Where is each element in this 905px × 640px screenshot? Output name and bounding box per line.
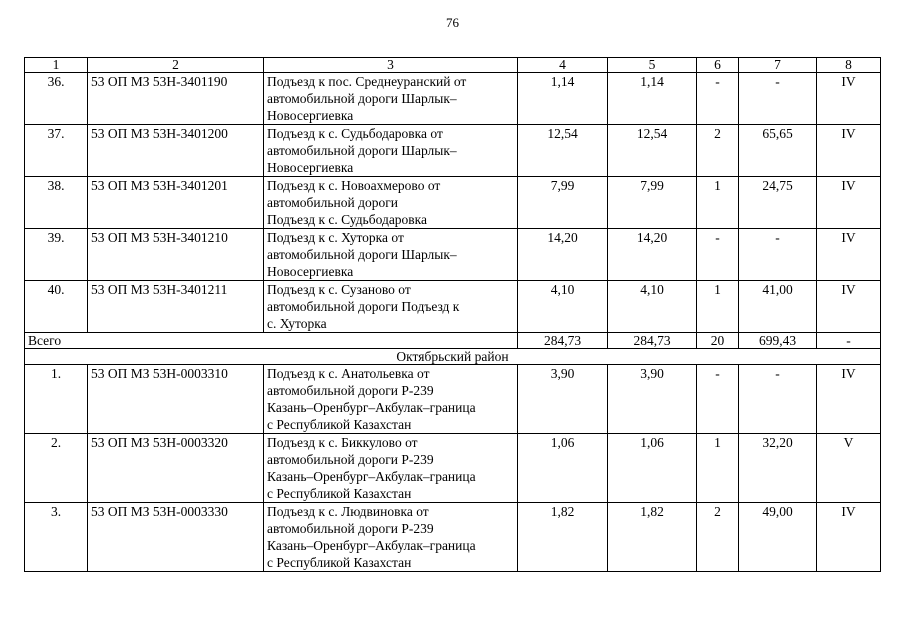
- length-1: 1,14: [518, 73, 608, 125]
- road-name: [264, 365, 518, 434]
- district-header-row: [25, 349, 881, 365]
- road-name-line: Подъезд к с. Хуторка от: [267, 230, 404, 245]
- road-name-line: Подъезд к пос. Среднеуранский от: [267, 74, 467, 89]
- length-2: 12,54: [608, 125, 697, 177]
- length-2: 4,10: [608, 281, 697, 333]
- length-2: 1,82: [608, 503, 697, 572]
- road-name-line: Подъезд к с. Новоахмерово от: [267, 178, 441, 193]
- length-2: 1,14: [608, 73, 697, 125]
- page-number: 76: [446, 15, 459, 30]
- category: IV: [817, 503, 881, 572]
- length-2: 1,06: [608, 434, 697, 503]
- road-code: 53 ОП МЗ 53Н-0003330: [88, 503, 264, 572]
- road-name-line: Подъезд к с. Судьбодаровка: [267, 212, 428, 227]
- table-row: [25, 281, 881, 333]
- road-name: [264, 281, 518, 333]
- value-7: -: [739, 229, 817, 281]
- row-number: 40.: [25, 281, 88, 333]
- count-value: -: [697, 73, 739, 125]
- value-7: 49,00: [739, 503, 817, 572]
- road-name-line: автомобильной дороги Шарлык–: [267, 247, 457, 262]
- category: IV: [817, 177, 881, 229]
- roads-table: [24, 57, 881, 572]
- road-name-line: Новосергиевка: [267, 108, 354, 123]
- table-row: [25, 434, 881, 503]
- value-7: -: [739, 365, 817, 434]
- category: IV: [817, 125, 881, 177]
- road-name-line: Подъезд к с. Сузаново от: [267, 282, 411, 297]
- total-category: -: [817, 333, 881, 349]
- column-number: 5: [608, 58, 697, 73]
- value-7: 65,65: [739, 125, 817, 177]
- road-name-line: Подъезд к с. Анатольевка от: [267, 366, 430, 381]
- row-number: 1.: [25, 365, 88, 434]
- table-row: [25, 503, 881, 572]
- row-number: 2.: [25, 434, 88, 503]
- count-value: 1: [697, 177, 739, 229]
- length-2: 3,90: [608, 365, 697, 434]
- road-name-line: Подъезд к с. Людвиновка от: [267, 504, 429, 519]
- road-name-line: автомобильной дороги Р-239: [267, 452, 434, 467]
- count-value: -: [697, 229, 739, 281]
- road-name-line: автомобильной дороги Шарлык–: [267, 143, 457, 158]
- column-number: 3: [264, 58, 518, 73]
- table-row: [25, 365, 881, 434]
- road-code: 53 ОП МЗ 53Н-3401201: [88, 177, 264, 229]
- value-7: 24,75: [739, 177, 817, 229]
- road-code: 53 ОП МЗ 53Н-3401200: [88, 125, 264, 177]
- table-row: [25, 177, 881, 229]
- row-number: 37.: [25, 125, 88, 177]
- road-code: 53 ОП МЗ 53Н-3401210: [88, 229, 264, 281]
- category: IV: [817, 365, 881, 434]
- row-number: 38.: [25, 177, 88, 229]
- value-7: 41,00: [739, 281, 817, 333]
- total-length-2: 284,73: [608, 333, 697, 349]
- column-number: 7: [739, 58, 817, 73]
- road-name-line: с Республикой Казахстан: [267, 486, 412, 501]
- row-number: 39.: [25, 229, 88, 281]
- length-1: 14,20: [518, 229, 608, 281]
- road-name-line: автомобильной дороги Р-239: [267, 521, 434, 536]
- total-row: [25, 333, 881, 349]
- road-name-line: Новосергиевка: [267, 160, 354, 175]
- count-value: -: [697, 365, 739, 434]
- column-number: 6: [697, 58, 739, 73]
- total-length-1: 284,73: [518, 333, 608, 349]
- count-value: 2: [697, 125, 739, 177]
- road-name-line: Казань–Оренбург–Акбулак–граница: [267, 469, 476, 484]
- road-name: [264, 503, 518, 572]
- category: IV: [817, 229, 881, 281]
- column-number-row: [25, 58, 881, 73]
- road-name-line: Казань–Оренбург–Акбулак–граница: [267, 538, 476, 553]
- column-number: 4: [518, 58, 608, 73]
- column-number: 2: [88, 58, 264, 73]
- road-name-line: Новосергиевка: [267, 264, 354, 279]
- total-value: 699,43: [739, 333, 817, 349]
- category: V: [817, 434, 881, 503]
- road-name: [264, 125, 518, 177]
- road-name-line: автомобильной дороги Подъезд к: [267, 299, 460, 314]
- category: IV: [817, 73, 881, 125]
- road-code: 53 ОП МЗ 53Н-0003320: [88, 434, 264, 503]
- column-number: 8: [817, 58, 881, 73]
- row-number: 3.: [25, 503, 88, 572]
- road-name: [264, 229, 518, 281]
- road-name-line: Казань–Оренбург–Акбулак–граница: [267, 400, 476, 415]
- column-number: 1: [25, 58, 88, 73]
- length-2: 7,99: [608, 177, 697, 229]
- road-name-line: Подъезд к с. Биккулово от: [267, 435, 418, 450]
- length-1: 7,99: [518, 177, 608, 229]
- row-number: 36.: [25, 73, 88, 125]
- table-row: [25, 229, 881, 281]
- road-code: 53 ОП МЗ 53Н-3401190: [88, 73, 264, 125]
- category: IV: [817, 281, 881, 333]
- road-name: [264, 434, 518, 503]
- length-1: 1,82: [518, 503, 608, 572]
- count-value: 1: [697, 281, 739, 333]
- table-row: [25, 73, 881, 125]
- length-1: 1,06: [518, 434, 608, 503]
- road-name: [264, 177, 518, 229]
- value-7: -: [739, 73, 817, 125]
- count-value: 2: [697, 503, 739, 572]
- road-name: [264, 73, 518, 125]
- count-value: 1: [697, 434, 739, 503]
- length-1: 12,54: [518, 125, 608, 177]
- table-body: [25, 58, 881, 572]
- road-name-line: Подъезд к с. Судьбодаровка от: [267, 126, 443, 141]
- road-name-line: автомобильной дороги Р-239: [267, 383, 434, 398]
- road-code: 53 ОП МЗ 53Н-3401211: [88, 281, 264, 333]
- value-7: 32,20: [739, 434, 817, 503]
- road-name-line: с Республикой Казахстан: [267, 555, 412, 570]
- total-label: Всего: [25, 333, 518, 349]
- length-1: 3,90: [518, 365, 608, 434]
- road-name-line: автомобильной дороги: [267, 195, 398, 210]
- total-count: 20: [697, 333, 739, 349]
- road-name-line: с Республикой Казахстан: [267, 417, 412, 432]
- road-name-line: автомобильной дороги Шарлык–: [267, 91, 457, 106]
- district-name: Октябрьский район: [25, 349, 881, 365]
- road-name-line: с. Хуторка: [267, 316, 327, 331]
- road-code: 53 ОП МЗ 53Н-0003310: [88, 365, 264, 434]
- length-2: 14,20: [608, 229, 697, 281]
- length-1: 4,10: [518, 281, 608, 333]
- table-row: [25, 125, 881, 177]
